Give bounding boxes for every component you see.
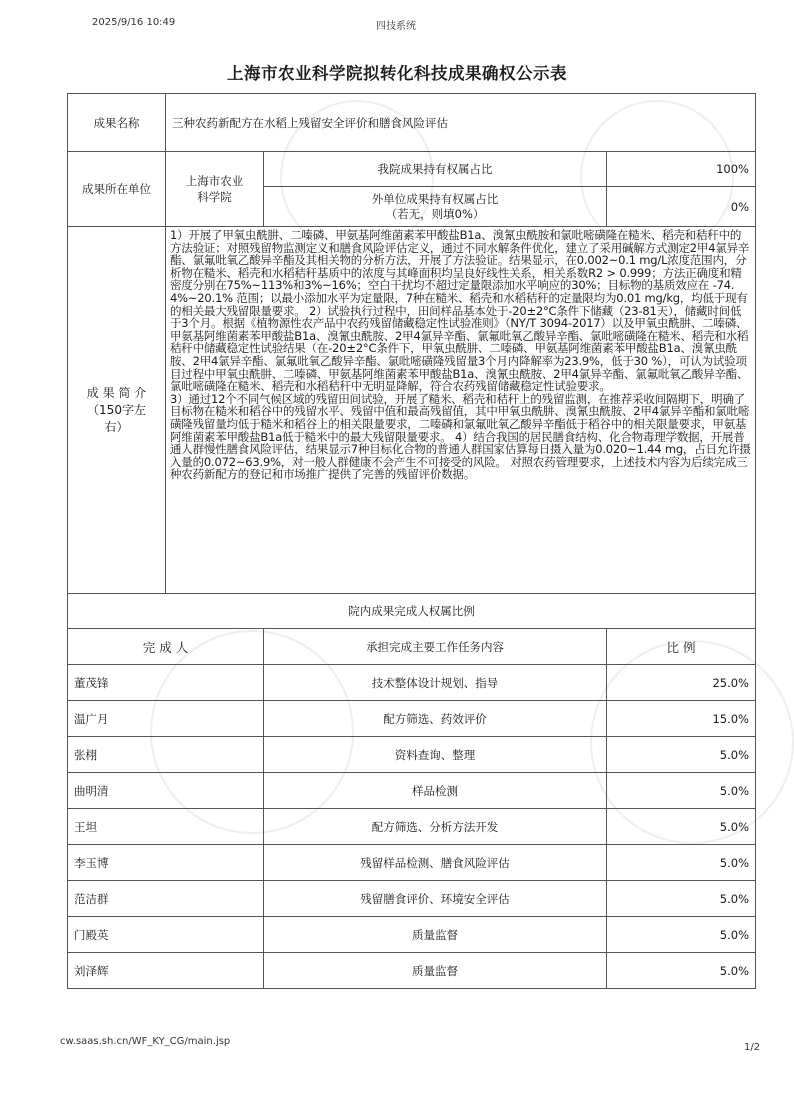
col-header-person: 完 成 人: [68, 629, 264, 665]
contributor-name: 范洁群: [68, 881, 264, 917]
contributor-task: 技术整体设计规划、指导: [264, 665, 607, 701]
contributors-section-title: 院内成果完成人权属比例: [68, 594, 756, 629]
contributor-task: 残留膳食评价、环境安全评估: [264, 881, 607, 917]
contributor-name: 刘泽辉: [68, 953, 264, 989]
own-share-value: 100%: [607, 152, 756, 187]
contributor-name: 门殿英: [68, 917, 264, 953]
row-own-share: [68, 152, 756, 187]
contributor-ratio: 5.0%: [607, 737, 756, 773]
contributor-ratio: 5.0%: [607, 953, 756, 989]
external-share-label: 外单位成果持有权属占比 （若无，则填0%）: [264, 187, 607, 227]
row-contributors-title: [68, 594, 756, 629]
table-row: [68, 773, 756, 809]
contributor-ratio: 5.0%: [607, 881, 756, 917]
contributor-name: 董茂锋: [68, 665, 264, 701]
summary-label: 成 果 简 介 （150字左 右）: [68, 227, 166, 594]
print-datetime: 2025/9/16 10:49: [92, 17, 176, 28]
contributor-name: 曲明清: [68, 773, 264, 809]
contributor-ratio: 25.0%: [607, 665, 756, 701]
contributor-ratio: 5.0%: [607, 773, 756, 809]
contributor-name: 王坦: [68, 809, 264, 845]
external-share-value: 0%: [607, 187, 756, 227]
summary-text: 1）开展了甲氧虫酰肼、二嗪磷、甲氨基阿维菌素苯甲酸盐B1a、溴氰虫酰胺和氯吡嘧磺隆在糙米、稻壳和秸秆中的方法验证；对照残留物监测定义和膳食风险评估定义，通过不同水解条件优化，建立了采用碱解方式测定2甲4氯异辛酯、氯氟吡氧乙酸异辛酯及其相关物的分析方法，开展了方法验证。结果显示，在0.002~0.1 mg/L浓度范围内，分析物在糙米、稻壳和水稻秸秆基质中的浓度与其峰面积均呈良好线性关系，相关系数R2 > 0.999；方法正确度和精密度分别在75%~113%和3%~16%；空白干扰均不超过定量限添加水平响应的30%；目标物的基质效应在 -74.4%~20.1% 范围；以最小添加水平为定量限，7种在糙米、稻壳和水稻秸秆的定量限均为0.01 mg/kg，均低于现有的相关最大残留限量要求。 2）试验执行过程中，田间样品基本处于-20±2°C条件下储藏（23-81天），储藏时间低于3个月。根据《植物源性农产品中农药残留储藏稳定性试验准则》（NY/T 3094-2017）以及甲氧虫酰肼、二嗪磷、甲氨基阿维菌素苯甲酸盐B1a、溴氰虫酰胺、2甲4氯异辛酯、氯氟吡氧乙酸异辛酯、氯吡嘧磺隆在糙米、稻壳和水稻秸秆中储藏稳定性试验结果（在-20±2°C条件下，甲氧虫酰肼、二嗪磷、甲氨基阿维菌素苯甲酸盐B1a、溴氰虫酰胺、2甲4氯异辛酯、氯氟吡氧乙酸异辛酯、氯吡嘧磺隆残留量3个月内降解率为23.9%，低于30 %），可认为试验项目过程中甲氧虫酰肼、二嗪磷、甲氨基阿维菌素苯甲酸盐B1a、溴氰虫酰胺、2甲4氯异辛酯、氯氟吡氧乙酸异辛酯、氯吡嘧磺隆在糙米、稻壳和水稻秸秆中无明显降解，符合农药残留储藏稳定性试验要求。 3）通过12个不同气候区域的残留田间试验，开展了糙米、稻壳和秸秆上的残留监测，在推荐采收间隔期下，明确了目标物在糙米和稻谷中的残留水平、残留中值和最高残留值，其中甲氧虫酰肼、溴氰虫酰胺、2甲4氯异辛酯和氯吡嘧磺隆残留量均低于糙米和稻谷上的相关限量要求，二嗪磷和氯氟吡氧乙酸异辛酯低于稻谷中的相关限量要求，甲氨基阿维菌素苯甲酸盐B1a低于糙米中的最大残留限量要求。 4）结合我国的居民膳食结构、化合物毒理学数据，开展普通人群慢性膳食风险评估，结果显示7种目标化合物的普通人群国家估算每日摄入量为0.020~1.44 mg，占日允许摄入量的0.072~63.9%，对一般人群健康不会产生不可接受的风险。 对照农药管理要求，上述技术内容为后续完成三种农药新配方的登记和市场推广提供了完善的残留评价数据。: [166, 227, 756, 594]
contributor-task: 残留样品检测、膳食风险评估: [264, 845, 607, 881]
table-row: [68, 737, 756, 773]
contributor-name: 张栩: [68, 737, 264, 773]
table-row: [68, 665, 756, 701]
table-row: [68, 809, 756, 845]
page-url: cw.saas.sh.cn/WF_KY_CG/main.jsp: [60, 1036, 231, 1047]
contributor-name: 李玉博: [68, 845, 264, 881]
contributor-ratio: 5.0%: [607, 917, 756, 953]
row-summary: [68, 227, 756, 594]
contributor-ratio: 5.0%: [607, 809, 756, 845]
unit-label: 成果所在单位: [68, 152, 166, 227]
table-row: [68, 917, 756, 953]
contributor-task: 配方筛选、分析方法开发: [264, 809, 607, 845]
own-share-label: 我院成果持有权属占比: [264, 152, 607, 187]
col-header-task: 承担完成主要工作任务内容: [264, 629, 607, 665]
disclosure-table: [67, 93, 756, 989]
achievement-name-value: 三种农药新配方在水稻上残留安全评价和膳食风险评估: [166, 94, 756, 152]
contributor-task: 配方筛选、药效评价: [264, 701, 607, 737]
unit-value: 上海市农业 科学院: [166, 152, 264, 227]
table-row: [68, 701, 756, 737]
system-name: 四技系统: [376, 21, 416, 32]
row-achievement-name: [68, 94, 756, 152]
table-row: [68, 881, 756, 917]
table-row: [68, 953, 756, 989]
contributor-ratio: 15.0%: [607, 701, 756, 737]
contributor-task: 资料查询、整理: [264, 737, 607, 773]
table-row: [68, 845, 756, 881]
contributor-ratio: 5.0%: [607, 845, 756, 881]
achievement-name-label: 成果名称: [68, 94, 166, 152]
contributor-task: 质量监督: [264, 917, 607, 953]
col-header-ratio: 比 例: [607, 629, 756, 665]
contributor-task: 质量监督: [264, 953, 607, 989]
contributor-task: 样品检测: [264, 773, 607, 809]
page-title: 上海市农业科学院拟转化科技成果确权公示表: [227, 64, 567, 83]
contributors-header-row: [68, 629, 756, 665]
page-number: 1/2: [744, 1042, 761, 1053]
contributor-name: 温广月: [68, 701, 264, 737]
